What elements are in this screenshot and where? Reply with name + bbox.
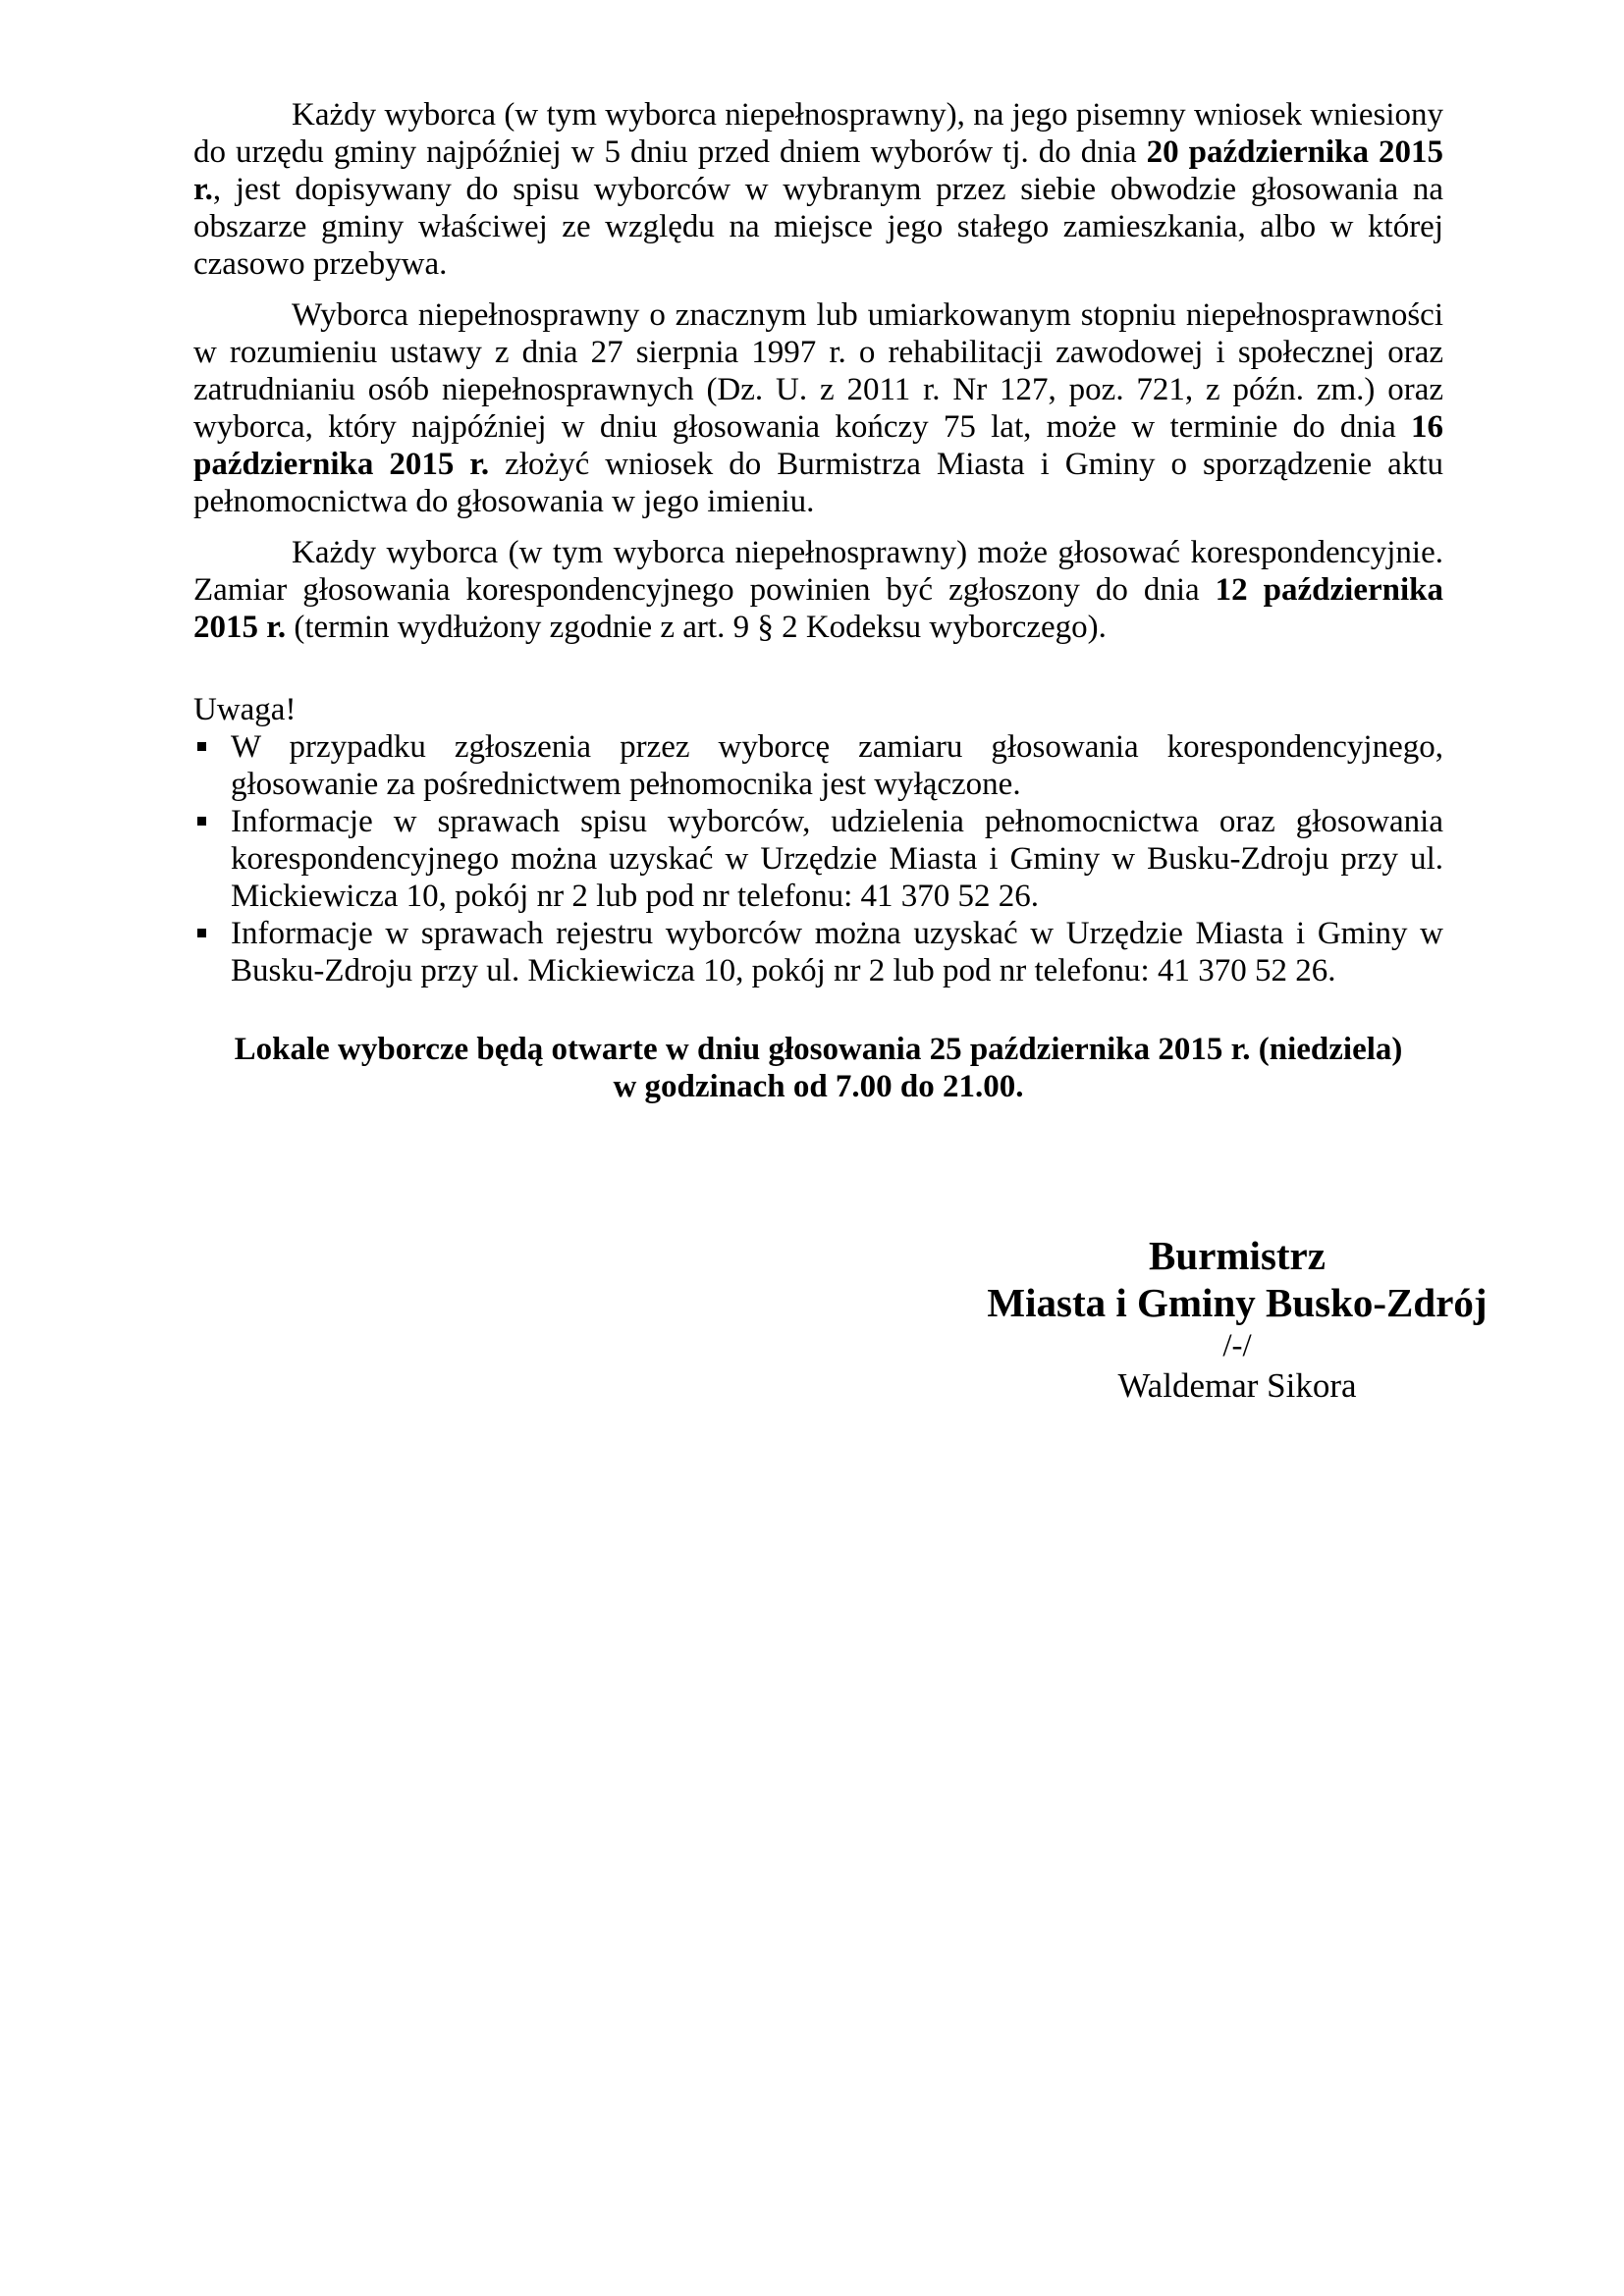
paragraph-voter-registration [193, 96, 1443, 283]
signature-title: Burmistrz [1149, 1233, 1326, 1278]
paragraph-text: Wyborca niepełnosprawny o znacznym lub umiarkowanym stopniu niepełnosprawności w rozumieniu ustawy z dnia 27 sierpnia 1997 r. o rehabilitacji zawodowej i społecznej oraz zatrudnianiu osób niepełnosprawnych (Dz. U. z 2011 r. Nr 127, poz. 721, z późn. zm.) oraz wyborca, który najpóźniej w dniu głosowania kończy 75 lat, może w terminie do dnia [193, 297, 1443, 445]
list-item [193, 728, 1443, 803]
uwaga-list [193, 728, 1443, 989]
list-item [193, 803, 1443, 915]
square-bullet-icon [197, 817, 206, 826]
notice-line-2: w godzinach od 7.00 do 21.00. [613, 1069, 1024, 1104]
signature-block [864, 1232, 1610, 1407]
paragraph-text: Każdy wyborca (w tym wyborca niepełnosprawny) może głosować korespondencyjnie. Zamiar głosowania korespondencyjnego powinien być zgłoszony do dnia [193, 535, 1443, 608]
signature-mark: /-/ [1222, 1328, 1252, 1363]
notice-line-1: Lokale wyborcze będą otwarte w dniu głosowania 25 października 2015 r. (niedziela) [234, 1032, 1403, 1067]
paragraph-proxy-voting [193, 296, 1443, 520]
list-item-text: W przypadku zgłoszenia przez wyborcę zamiaru głosowania korespondencyjnego, głosowanie za pośrednictwem pełnomocnika jest wyłączone. [231, 729, 1443, 802]
deadline-date: 12 października 2015 r. [193, 572, 1443, 645]
paragraph-text: Każdy wyborca (w tym wyborca niepełnosprawny), na jego pisemny wniosek wniesiony do urzędu gminy najpóźniej w 5 dniu przed dniem wyborów tj. do dnia [193, 97, 1443, 170]
paragraph-text: (termin wydłużony zgodnie z art. 9 § 2 Kodeksu wyborczego). [286, 610, 1107, 645]
list-item [193, 915, 1443, 989]
list-item-text: Informacje w sprawach rejestru wyborców można uzyskać w Urzędzie Miasta i Gminy w Busku-Zdroju przy ul. Mickiewicza 10, pokój nr 2 lub pod nr telefonu: 41 370 52 26. [231, 916, 1443, 988]
deadline-date: 20 października 2015 r. [193, 134, 1443, 207]
uwaga-title: Uwaga! [193, 692, 297, 727]
signatory-name: Waldemar Sikora [1117, 1366, 1357, 1405]
polling-hours-notice [193, 1031, 1443, 1105]
square-bullet-icon [197, 742, 206, 751]
square-bullet-icon [197, 929, 206, 937]
deadline-date: 16 października 2015 r. [193, 409, 1443, 482]
paragraph-text: , jest dopisywany do spisu wyborców w wybranym przez siebie obwodzie głosowania na obszarze gminy właściwej ze względu na miejsce jego stałego zamieszkania, albo w której czasowo przebywa. [193, 172, 1443, 282]
list-item-text: Informacje w sprawach spisu wyborców, udzielenia pełnomocnictwa oraz głosowania korespondencyjnego można uzyskać w Urzędzie Miasta i Gminy w Busku-Zdroju przy ul. Mickiewicza 10, pokój nr 2 lub pod nr telefonu: 41 370 52 26. [231, 804, 1443, 914]
paragraph-postal-voting [193, 534, 1443, 646]
document-body [193, 96, 1443, 1105]
paragraph-text: złożyć wniosek do Burmistrza Miasta i Gminy o sporządzenie aktu pełnomocnictwa do głosowania w jego imieniu. [193, 447, 1443, 519]
signature-office: Miasta i Gminy Busko-Zdrój [987, 1280, 1488, 1325]
